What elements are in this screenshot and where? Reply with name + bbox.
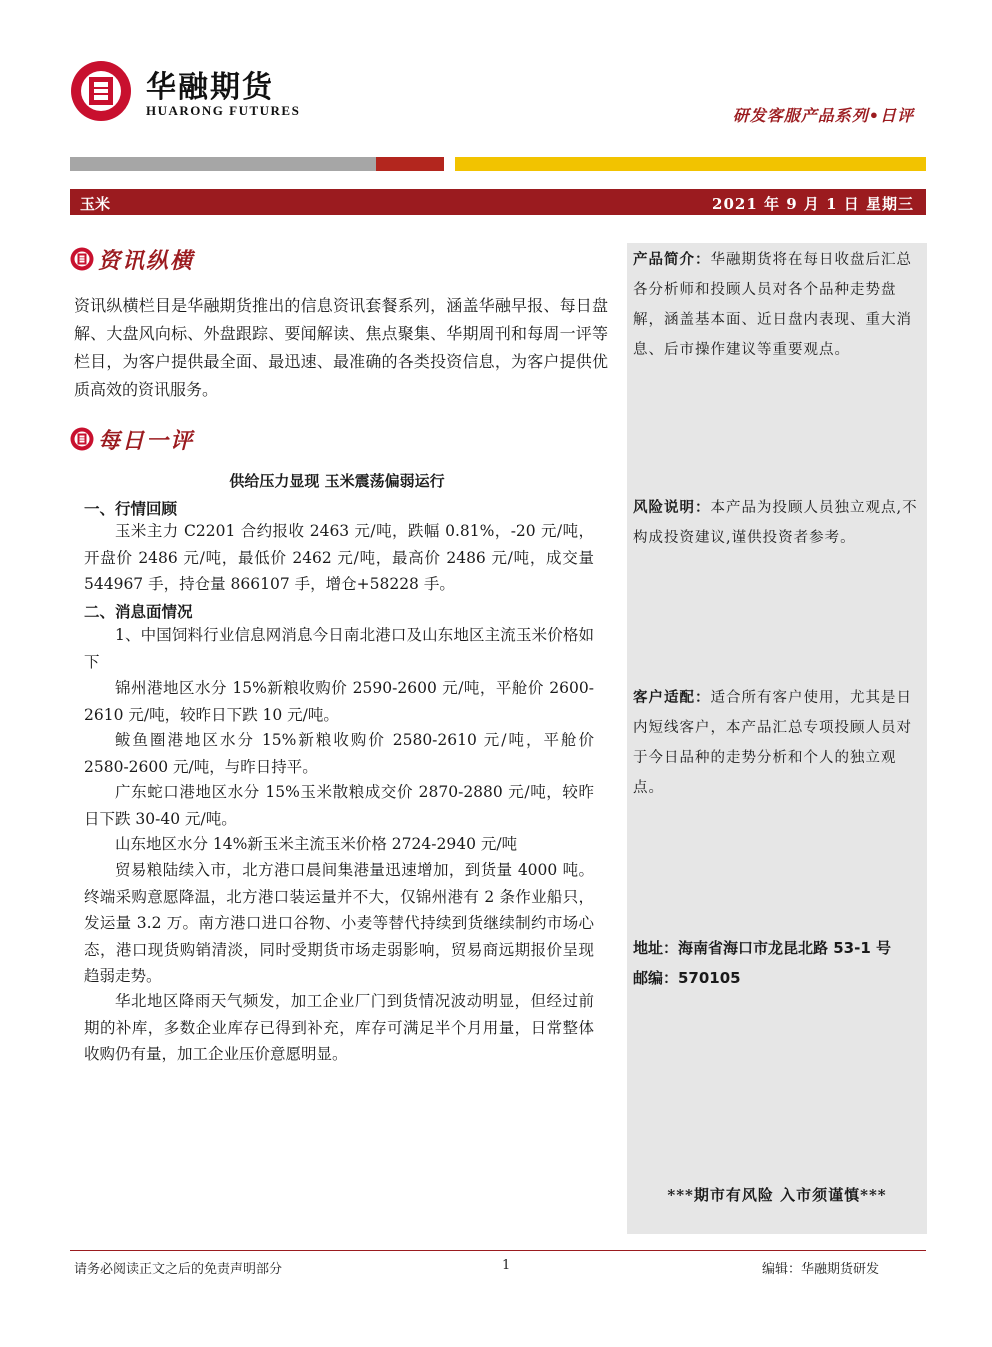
brand-name-cn: 华融期货 (146, 70, 274, 105)
product-intro (633, 245, 923, 365)
section-logo-icon (70, 247, 94, 271)
report-date: 2021 年 9 月 1 日 星期三 (712, 195, 914, 213)
product-intro-label: 产品简介： (633, 251, 711, 268)
news-paragraph: 鲅鱼圈港地区水分 15%新粮收购价 2580-2610 元/吨，平舱价 2580-2600 元/吨，与昨日持平。 (84, 731, 594, 776)
news-intro-paragraph: 资讯纵横栏目是华融期货推出的信息资讯套餐系列，涵盖华融早报、每日盘解、大盘风向标、外盘跟踪、要闻解读、焦点聚集、华期周刊和每周一评等栏目，为客户提供最全面、最迅速、最准确的各类投资信息，为客户提供优质高效的资讯服务。 (74, 296, 608, 399)
client-suitability (633, 683, 923, 803)
risk-statement-label: 风险说明： (633, 499, 711, 516)
address: 地址：海南省海口市龙昆北路 53-1 号 (633, 939, 891, 957)
section-logo-icon (70, 427, 94, 451)
header-bar-red (376, 157, 444, 171)
section-title-daily: 每日一评 (98, 427, 195, 454)
header-bar-gray (70, 157, 376, 171)
section-heading-news (70, 245, 194, 273)
product-name: 玉米 (80, 195, 111, 213)
footer-disclaimer: 请务必阅读正文之后的免责声明部分 (74, 1262, 283, 1277)
risk-motto: ***期市有风险 入市须谨慎*** (667, 1186, 887, 1204)
sidebar (627, 243, 927, 1234)
news-paragraph: 锦州港地区水分 15%新粮收购价 2590-2600 元/吨，平舱价 2600-2610 元/吨，较昨日下跌 10 元/吨。 (84, 679, 594, 724)
huarong-logo-icon (70, 60, 132, 122)
product-intro-text: 华融期货将在每日收盘后汇总各分析师和投顾人员对各个品种走势盘解，涵盖基本面、近日盘内表现、重大消息、后市操作建议等重要观点。 (633, 252, 912, 358)
subheading-market-review: 一、行情回顾 (84, 500, 178, 518)
section-title-news: 资讯纵横 (98, 247, 195, 274)
header-bar-yellow (455, 157, 926, 171)
news-paragraph: 华北地区降雨天气频发，加工企业厂门到货情况波动明显，但经过前期的补库，多数企业库存已得到补充，库存可满足半个月用量，日常整体收购仍有量，加工企业压价意愿明显。 (84, 992, 594, 1063)
page-number: 1 (502, 1258, 511, 1273)
series-label: 研发客服产品系列•日评 (732, 106, 914, 125)
client-suitability-label: 客户适配： (633, 689, 711, 706)
title-band (70, 189, 926, 215)
risk-statement (633, 493, 923, 553)
news-paragraph: 贸易粮陆续入市，北方港口晨间集港量迅速增加，到货量 4000 吨。终端采购意愿降温，北方港口装运量并不大，仅锦州港有 2 条作业船只，发运量 3.2 万。南方港口进口谷物、小麦等替代持续到货继续制约市场心态，港口现货购销清淡，同时受期货市场走弱影响，贸易商远期报价呈现趋弱走势。 (84, 861, 594, 985)
client-suitability-text: 适合所有客户使用，尤其是日内短线客户，本产品汇总专项投顾人员对于今日品种的走势分析和个人的独立观点。 (633, 690, 912, 796)
footer-divider (70, 1250, 926, 1251)
news-paragraph: 山东地区水分 14%新玉米主流玉米价格 2724-2940 元/吨 (115, 835, 518, 853)
brand-name-en: HUARONG FUTURES (146, 103, 301, 118)
postcode: 邮编：570105 (633, 969, 741, 987)
footer-editor: 编辑：华融期货研发 (762, 1262, 880, 1277)
section-heading-daily (70, 425, 194, 453)
market-review-paragraph: 玉米主力 C2201 合约报收 2463 元/吨，跌幅 0.81%，-20 元/吨，开盘价 2486 元/吨，最低价 2462 元/吨，最高价 2486 元/吨，成交量 544967 手，持仓量 866107 手，增仓+58228 手。 (84, 522, 594, 593)
subheading-news: 二、消息面情况 (84, 603, 193, 621)
risk-statement-text: 本产品为投顾人员独立观点,不构成投资建议,谨供投资者参考。 (633, 500, 918, 546)
article-title: 供给压力显现 玉米震荡偏弱运行 (229, 472, 445, 490)
news-paragraph: 1、中国饲料行业信息网消息今日南北港口及山东地区主流玉米价格如下 (84, 626, 594, 671)
news-paragraph: 广东蛇口港地区水分 15%玉米散粮成交价 2870-2880 元/吨，较昨日下跌 30-40 元/吨。 (84, 783, 594, 828)
